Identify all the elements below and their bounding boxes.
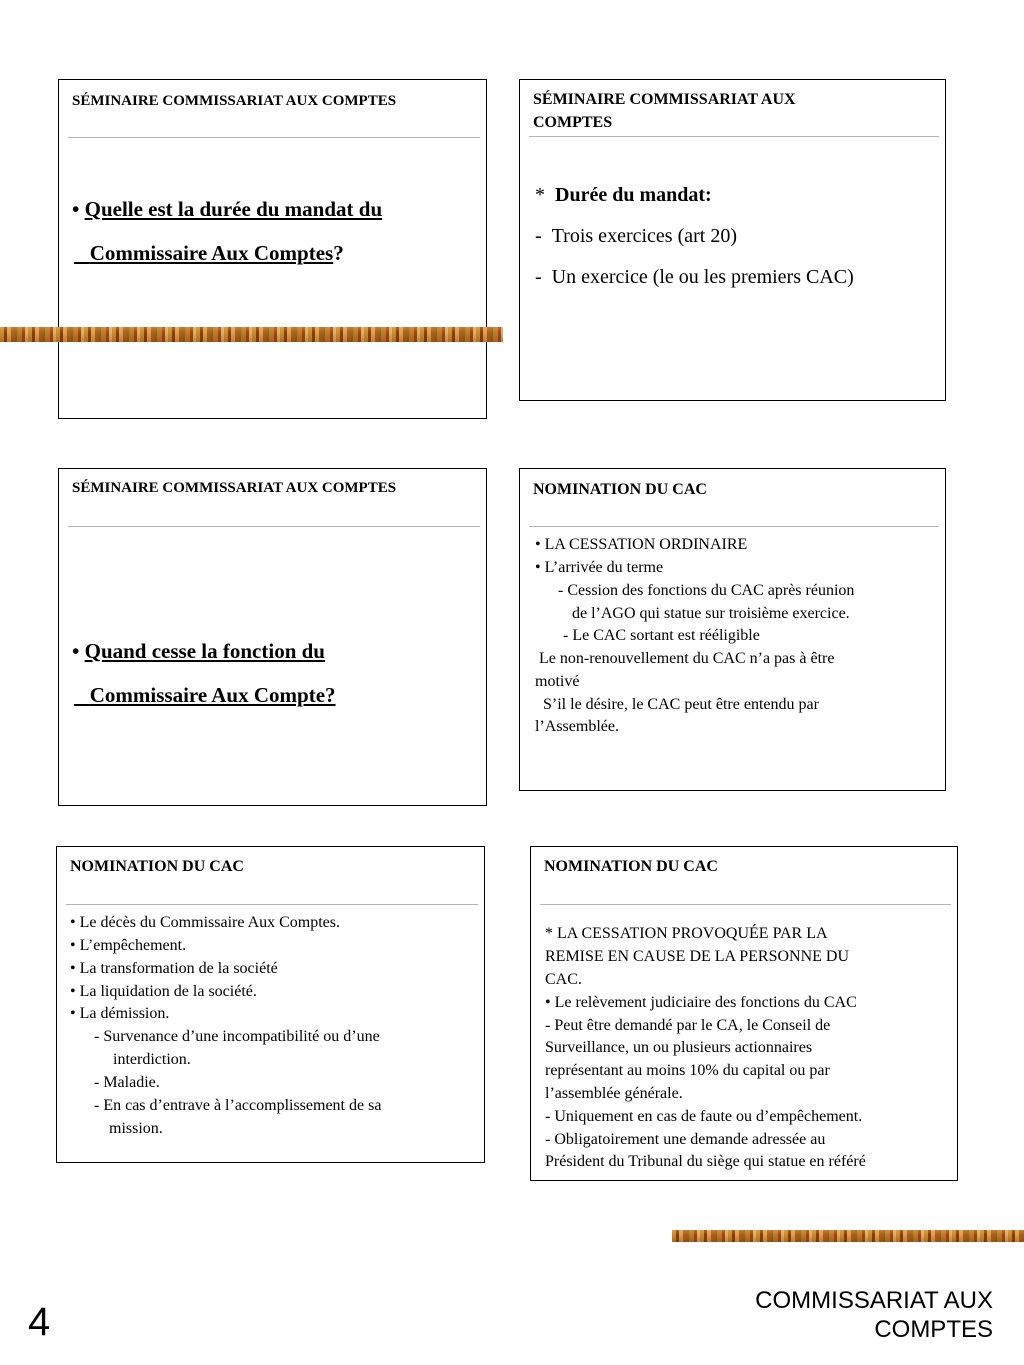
slide-5-line-10: mission. [109, 1120, 163, 1137]
slide-5-divider [66, 904, 478, 905]
slide-6-line-2: REMISE EN CAUSE DE LA PERSONNE DU [545, 948, 850, 965]
slide-6-line-10: - Obligatoirement une demande adressée au [545, 1131, 826, 1148]
question-text-cont: Commissaire Aux Comptes [89, 241, 334, 265]
slide-4-line-8: S’il le désire, le CAC peut être entendu par [543, 696, 819, 713]
dash-marker: - [535, 266, 542, 288]
line-text: Un exercice (le ou les premiers CAC) [551, 266, 854, 288]
footer-title-line-2: COMPTES [874, 1316, 993, 1343]
question-text: Quelle est la durée du mandat du [84, 197, 383, 221]
slide-4-line-4: de l’AGO qui statue sur troisième exercice. [572, 605, 850, 622]
slide-2-line-2 [535, 216, 737, 257]
slide-1-divider [68, 137, 480, 138]
slide-4-title: NOMINATION DU CAC [533, 481, 707, 498]
slide-5-line-7: interdiction. [113, 1051, 191, 1068]
question-mark: ? [333, 241, 344, 265]
slide-3-question [72, 629, 478, 717]
slide-3-divider [68, 526, 480, 527]
question-text: Quand cesse la fonction du [84, 639, 325, 663]
slide-2-divider [529, 136, 939, 137]
footer-title [693, 1286, 993, 1344]
slide-2-line-1 [535, 175, 712, 216]
duration-heading: Durée du mandat: [555, 184, 712, 206]
slide-6-line-5: - Peut être demandé par le CA, le Conseil de [545, 1017, 831, 1034]
page-number: 4 [28, 1300, 51, 1344]
footer-title-line-1: COMMISSARIAT AUX [755, 1287, 993, 1314]
slide-1-question-line-1 [72, 187, 478, 231]
slide-1-question-line-2 [72, 231, 478, 275]
slide-6-line-11: Président du Tribunal du siège qui statue en référé [545, 1153, 866, 1170]
question-text [74, 241, 333, 265]
decorative-stripe-bottom [672, 1230, 1024, 1242]
slide-6-line-6: Surveillance, un ou plusieurs actionnaires [545, 1039, 813, 1056]
slide-4-line-6: Le non-renouvellement du CAC n’a pas à être [539, 650, 835, 667]
slide-6-line-7: représentant au moins 10% du capital ou par [545, 1062, 830, 1079]
slide-1 [58, 79, 487, 419]
slide-4-line-7: motivé [535, 673, 580, 690]
slide-3 [58, 468, 487, 806]
slide-5-line-9: - En cas d’entrave à l’accomplissement de sa [94, 1097, 382, 1114]
question-text-cont: Commissaire Aux Compte? [89, 683, 336, 707]
slide-5-line-8: - Maladie. [94, 1074, 160, 1091]
slide-1-question [72, 187, 478, 275]
slide-3-question-line-2 [72, 673, 478, 717]
slide-4-line-3: - Cession des fonctions du CAC après réunion [558, 582, 855, 599]
slide-5-line-3: • La transformation de la société [70, 960, 278, 977]
line-text: Trois exercices (art 20) [551, 225, 737, 247]
slide-6 [530, 846, 958, 1181]
slide-5 [56, 846, 485, 1163]
slide-3-question-line-1 [72, 629, 478, 673]
slide-4-divider [529, 526, 939, 527]
slide-4-line-9: l’Assemblée. [535, 718, 619, 735]
slide-5-line-2: • L’empêchement. [70, 937, 187, 954]
slide-6-title: NOMINATION DU CAC [544, 858, 718, 875]
slide-6-line-4: • Le relèvement judiciaire des fonctions du CAC [545, 994, 857, 1011]
asterisk-marker: * [535, 184, 545, 206]
decorative-stripe-top [0, 327, 503, 342]
slide-5-line-6: - Survenance d’une incompatibilité ou d’une [94, 1028, 380, 1045]
slide-5-line-4: • La liquidation de la société. [70, 983, 257, 1000]
slide-2-title: SÉMINAIRE COMMISSARIAT AUX COMPTES [533, 91, 796, 131]
slide-6-line-1: * LA CESSATION PROVOQUÉE PAR LA [545, 925, 828, 942]
slide-4-line-5: - Le CAC sortant est rééligible [563, 627, 760, 644]
slide-2-line-3 [535, 257, 854, 298]
question-text [74, 683, 336, 707]
slide-4-line-2: • L’arrivée du terme [535, 559, 664, 576]
bullet: • [72, 639, 80, 663]
slide-5-line-5: • La démission. [70, 1005, 170, 1022]
slide-6-divider [540, 904, 951, 905]
bullet: • [72, 197, 80, 221]
slide-4-line-1: • LA CESSATION ORDINAIRE [535, 536, 748, 553]
slide-1-title: SÉMINAIRE COMMISSARIAT AUX COMPTES [72, 93, 397, 109]
slide-5-line-1: • Le décès du Commissaire Aux Comptes. [70, 914, 341, 931]
slide-5-title: NOMINATION DU CAC [70, 858, 244, 875]
slide-3-title: SÉMINAIRE COMMISSARIAT AUX COMPTES [72, 480, 397, 496]
slide-4 [519, 468, 946, 791]
slide-2 [519, 79, 946, 401]
dash-marker: - [535, 225, 542, 247]
slide-6-line-9: - Uniquement en cas de faute ou d’empêchement. [545, 1108, 863, 1125]
slide-6-line-8: l’assemblée générale. [545, 1085, 683, 1102]
slide-6-line-3: CAC. [545, 971, 582, 988]
